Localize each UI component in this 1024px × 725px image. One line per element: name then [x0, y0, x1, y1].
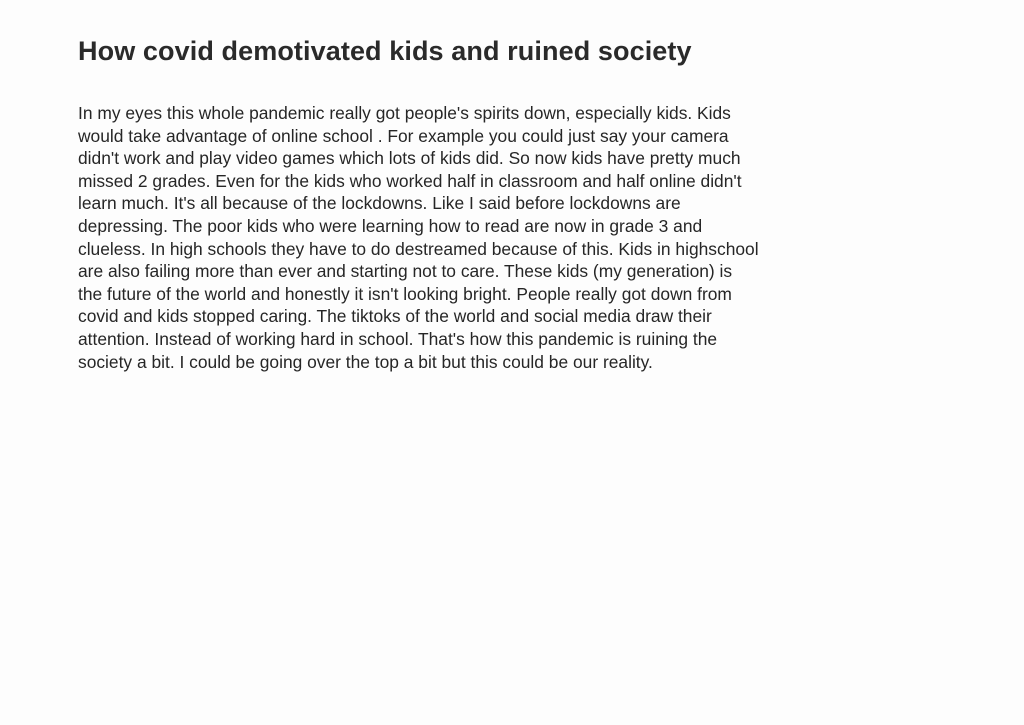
paragraph-line: depressing. The poor kids who were learning how to read are now in grade 3 and — [78, 215, 703, 236]
paragraph-line: the future of the world and honestly it isn't looking bright. People really got down from — [78, 283, 732, 304]
document-title: How covid demotivated kids and ruined society — [78, 36, 692, 66]
paragraph-line: didn't work and play video games which lots of kids did. So now kids have pretty much — [78, 148, 741, 169]
essay-paragraph — [78, 102, 898, 373]
paragraph-line: society a bit. I could be going over the top a bit but this could be our reality. — [78, 351, 653, 372]
paragraph-line: attention. Instead of working hard in school. That's how this pandemic is ruining the — [78, 328, 718, 349]
paragraph-line: covid and kids stopped caring. The tiktoks of the world and social media draw their — [78, 306, 712, 327]
paragraph-line: learn much. It's all because of the lockdowns. Like I said before lockdowns are — [78, 193, 681, 214]
paragraph-line: missed 2 grades. Even for the kids who worked half in classroom and half online didn't — [78, 170, 742, 191]
paragraph-line: clueless. In high schools they have to do destreamed because of this. Kids in highschool — [78, 238, 759, 259]
paragraph-line: are also failing more than ever and starting not to care. These kids (my generation) is — [78, 261, 733, 282]
paragraph-line: In my eyes this whole pandemic really got people's spirits down, especially kids. Kids — [78, 103, 731, 123]
paragraph-line: would take advantage of online school . For example you could just say your camera — [78, 125, 729, 146]
